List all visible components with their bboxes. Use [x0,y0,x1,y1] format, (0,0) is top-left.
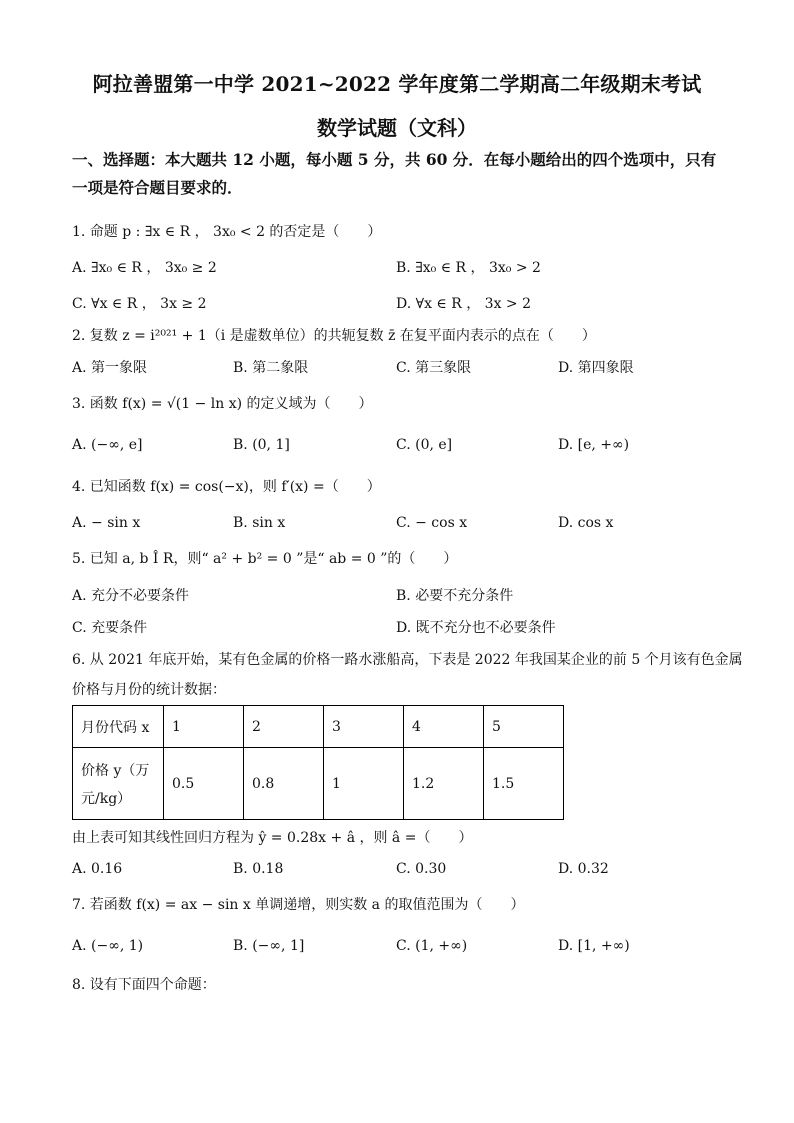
q6-stem-line2: 价格与月份的统计数据： [72,682,226,698]
q5-stem: 5. 已知 a, b Î R，则“ a² + b² = 0 ”是“ ab = 0 ”的（ ） [72,551,458,567]
q6-stem-line1: 6. 从 2021 年底开始，某有色金属的价格一路水涨船高，下表是 2022 年我国某企业的前 5 个月该有色金属 [72,652,743,668]
q5-option-d: D. 既不充分也不必要条件 [396,620,556,636]
table-row [73,748,564,820]
table-cell: 1.2 [404,748,484,820]
q2-option-c: C. 第三象限 [396,360,472,376]
q2-option-b: B. 第二象限 [233,360,309,376]
table-cell: 0.8 [244,748,324,820]
table-cell: 5 [484,706,564,748]
q7-option-d: D. [1, +∞) [558,938,630,954]
q3-option-a: A. (−∞, e] [72,437,143,453]
table-cell: 0.5 [164,748,244,820]
q2-stem: 2. 复数 z = i²⁰²¹ + 1（i 是虚数单位）的共轭复数 z̄ 在复平面内表示的点在（ ） [72,328,596,344]
exam-title: 阿拉善盟第一中学 2021~2022 学年度第二学期高二年级期末考试 [92,72,702,96]
q5-option-a: A. 充分不必要条件 [72,588,190,604]
q7-stem: 7. 若函数 f(x) = ax − sin x 单调递增，则实数 a 的取值范围为（ ） [72,897,525,913]
table-cell: 2 [244,706,324,748]
table-header-cell: 月份代码 x [73,706,164,748]
table-cell: 1 [324,748,404,820]
q6-option-a: A. 0.16 [72,861,123,877]
table-row [73,706,564,748]
q1-option-c: C. ∀x ∈ R ， 3x ≥ 2 [72,296,207,312]
section-heading [72,146,732,202]
q5-option-c: C. 充要条件 [72,620,148,636]
q8-stem: 8. 设有下面四个命题： [72,977,216,993]
section-heading-line1: 一、选择题：本大题共 12 小题，每小题 5 分，共 60 分．在每小题给出的四个选项中，只有 [72,150,717,169]
table-cell: 3 [324,706,404,748]
q6-question: 由上表可知其线性回归方程为 ŷ = 0.28x + â ，则 â =（ ） [72,830,473,846]
q1-stem: 1. 命题 p : ∃x ∈ R ， 3x₀ < 2 的否定是（ ） [72,224,382,240]
exam-subtitle: 数学试题（文科） [317,116,477,140]
q6-option-c: C. 0.30 [396,861,447,877]
data-table [72,705,564,820]
q4-option-c: C. − cos x [396,515,468,531]
q4-option-b: B. sin x [233,515,286,531]
q6-option-b: B. 0.18 [233,861,284,877]
q5-option-b: B. 必要不充分条件 [396,588,514,604]
q7-option-c: C. (1, +∞) [396,938,468,954]
q1-option-b: B. ∃x₀ ∈ R ， 3x₀ > 2 [396,260,541,276]
q3-option-d: D. [e, +∞) [558,437,630,453]
q4-stem: 4. 已知函数 f(x) = cos(−x)，则 f′(x) =（ ） [72,479,381,495]
q3-option-b: B. (0, 1] [233,437,290,453]
q1-option-a: A. ∃x₀ ∈ R ， 3x₀ ≥ 2 [72,260,217,276]
q2-option-d: D. 第四象限 [558,360,634,376]
q3-option-c: C. (0, e] [396,437,453,453]
q3-stem: 3. 函数 f(x) = √(1 − ln x) 的定义域为（ ） [72,396,373,412]
table-header-cell [73,748,164,820]
table-cell: 4 [404,706,484,748]
q7-option-a: A. (−∞, 1) [72,938,144,954]
table-cell: 1.5 [484,748,564,820]
q4-option-a: A. − sin x [72,515,141,531]
table-header-line: 价格 y（万 [81,762,150,779]
table-cell: 1 [164,706,244,748]
section-heading-line2: 一项是符合题目要求的． [72,178,243,197]
q7-option-b: B. (−∞, 1] [233,938,305,954]
q6-option-d: D. 0.32 [558,861,609,877]
q1-option-d: D. ∀x ∈ R ， 3x > 2 [396,296,532,312]
q2-option-a: A. 第一象限 [72,360,148,376]
table-header-line: 元/kg） [81,790,132,807]
q4-option-d: D. cos x [558,515,614,531]
